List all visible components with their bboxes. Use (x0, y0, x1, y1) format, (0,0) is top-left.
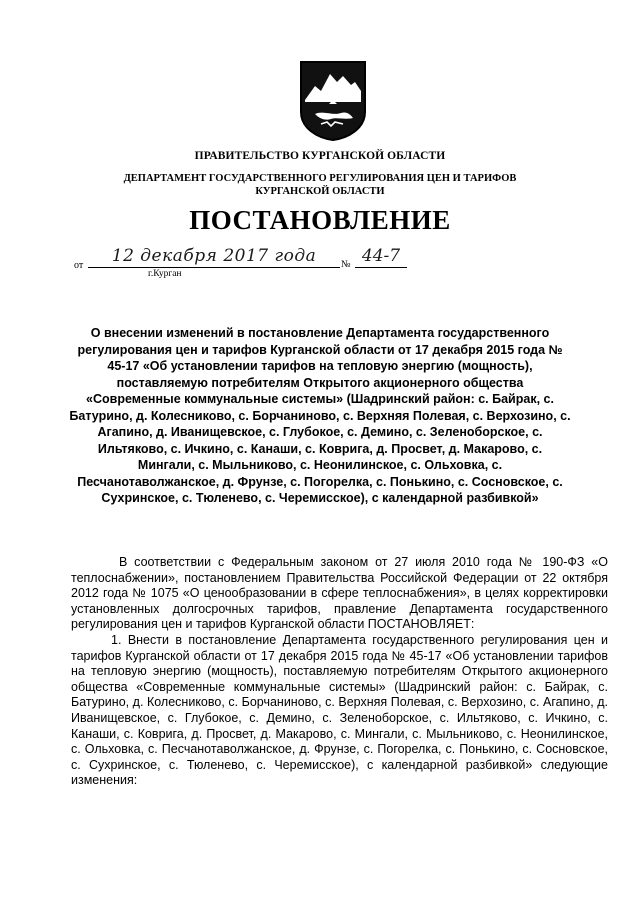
document-title: ПОСТАНОВЛЕНИЕ (189, 205, 451, 235)
department-name-line-1: ДЕПАРТАМЕНТ ГОСУДАРСТВЕННОГО РЕГУЛИРОВАНИЯ ЦЕН И ТАРИФОВ (123, 173, 517, 184)
number-label: № (341, 259, 351, 270)
document-body (71, 555, 608, 789)
body-paragraph-2: 1. Внести в постановление Департамента государственного регулирования цен и тарифов Курганской области от 17 декабря 2015 года № 45-17 «Об установлении тарифов на тепловую энергию (мощность), поставляемую потребителям Открытого акционерного общества «Современные коммунальные системы» (Шадринский район: с. Байрак, с. Батурино, д. Колесниково, с. Борчаниново, с. Верхняя Полевая, с. Верхозино, с. Агапино, д. Иванищевское, с. Глубокое, с. Демино, с. Зеленоборское, с. Ильтяково, с. Ичкино, с. Канаши, с. Коврига, д. Просвет, д. Макарово, с. Мингали, с. Мыльниково, с. Неонилинское, с. Ольховка, с. Песчанотаволжанское, д. Фрунзе, с. Погорелка, с. Понькино, с. Сосновское, с. Сухринское, с. Тюленево, с. Черемисское), с календарной разбивкой» следующие изменения: (71, 632, 608, 788)
body-paragraph-1: В соответствии с Федеральным законом от 27 июля 2010 года № 190-ФЗ «О теплоснабжении», постановлением Правительства Российской Федерации от 22 октября 2012 года № 1075 «О ценообразовании в сфере теплоснабжения», в целях корректировки установленных долгосрочных тарифов, правление Департамента государственного регулирования цен и тарифов Курганской области ПОСТАНОВЛЯЕТ: (71, 555, 608, 632)
date-underline (88, 267, 340, 268)
kurgan-coat-of-arms-icon (299, 60, 367, 142)
date-from-label: от (74, 260, 84, 271)
department-name-line-2: КУРГАНСКОЙ ОБЛАСТИ (255, 186, 385, 197)
dateline (74, 246, 401, 280)
department-name (0, 172, 640, 198)
document-city: г.Курган (148, 269, 182, 279)
document-date: 12 декабря 2017 года (111, 246, 317, 266)
document-subject: О внесении изменений в постановление Департамента государственного регулирования цен и тарифов Курганской области от 17 декабря 2015 года № 45-17 «Об установлении тарифов на тепловую энергию (мощность), поставляемую потребителям Открытого акционерного общества «Современные коммунальные системы» (Шадринский район: с. Байрак, с. Батурино, д. Колесниково, с. Борчаниново, с. Верхняя Полевая, с. Верхозино, с. Агапино, д. Иванищевское, с. Глубокое, с. Демино, с. Зеленоборское, с. Ильтяково, с. Ичкино, с. Канаши, с. Коврига, д. Просвет, д. Макарово, с. Мингали, с. Мыльниково, с. Неонилинское, с. Ольховка, с. Песчанотаволжанское, д. Фрунзе, с. Погорелка, с. Понькино, с. Сосновское, с. Сухринское, с. Тюленево, с. Черемисское), с календарной разбивкой» (69, 326, 571, 505)
number-underline (355, 267, 407, 268)
government-name: ПРАВИТЕЛЬСТВО КУРГАНСКОЙ ОБЛАСТИ (194, 150, 446, 162)
document-number: 44-7 (361, 246, 401, 266)
